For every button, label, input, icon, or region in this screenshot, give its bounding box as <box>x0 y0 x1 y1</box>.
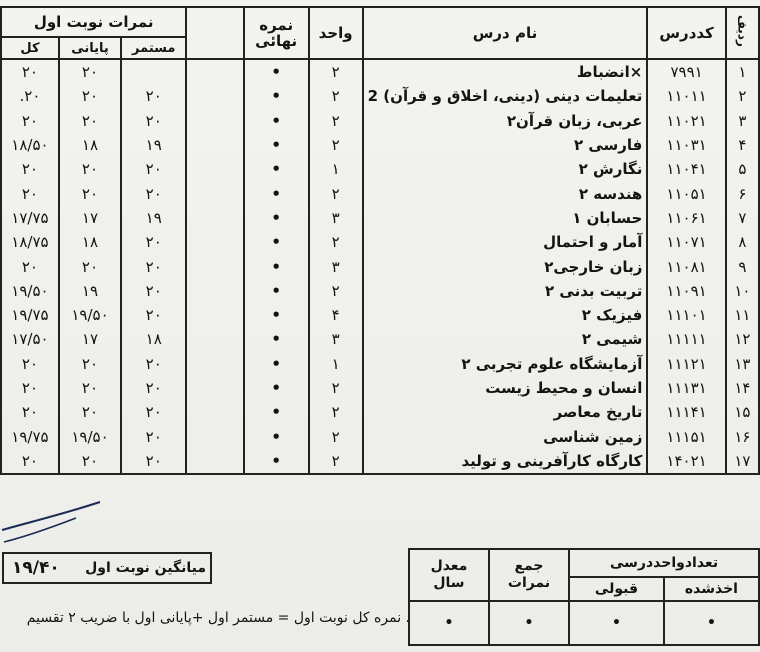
mostamar-grade: ۲۰ <box>121 254 186 278</box>
row-number: ۱۴ <box>726 376 759 400</box>
final-grade: • <box>244 59 309 84</box>
average-label: میانگین نوبت اول <box>85 560 206 576</box>
grades-header-row <box>1 7 759 37</box>
course-name: انسان و محیط زیست <box>363 376 648 400</box>
gap-cell <box>186 157 243 181</box>
pen-stroke-mark <box>0 470 120 550</box>
final-grade: • <box>244 376 309 400</box>
course-unit: ۳ <box>309 254 363 278</box>
row-number: ۹ <box>726 254 759 278</box>
header-term1: نمرات نوبت اول <box>1 7 186 37</box>
final-grade: • <box>244 327 309 351</box>
course-code: ۱۱۰۹۱ <box>647 279 725 303</box>
mostamar-grade <box>121 59 186 84</box>
gap-cell <box>186 376 243 400</box>
course-name: هندسه ۲ <box>363 181 648 205</box>
total-grade: ۲۰ <box>1 181 59 205</box>
payani-grade: ۲۰ <box>59 400 121 424</box>
final-grade: • <box>244 400 309 424</box>
header-payani: پایانی <box>59 37 121 59</box>
payani-grade: ۲۰ <box>59 254 121 278</box>
row-number: ۱ <box>726 59 759 84</box>
course-unit: ۲ <box>309 109 363 133</box>
row-number: ۱۵ <box>726 400 759 424</box>
summary-accepted-header: قبولی <box>569 577 664 601</box>
row-number: ۶ <box>726 181 759 205</box>
row-number: ۸ <box>726 230 759 254</box>
grades-body <box>1 59 759 474</box>
total-grade: ۱۹/۷۵ <box>1 303 59 327</box>
final-grade: • <box>244 206 309 230</box>
header-gap <box>186 7 243 59</box>
summary-taken-value: • <box>664 601 759 645</box>
mostamar-grade: ۱۹ <box>121 206 186 230</box>
course-unit: ۲ <box>309 424 363 448</box>
gap-cell <box>186 133 243 157</box>
grade-row <box>1 206 759 230</box>
grade-row <box>1 279 759 303</box>
course-name: آزمایشگاه علوم تجربی ۲ <box>363 352 648 376</box>
row-number: ۱۰ <box>726 279 759 303</box>
payani-grade: ۲۰ <box>59 376 121 400</box>
course-name: زبان خارجی۲ <box>363 254 648 278</box>
grade-row <box>1 352 759 376</box>
final-grade: • <box>244 181 309 205</box>
header-final-grade: نمره نهائی <box>244 7 309 59</box>
mostamar-grade: ۲۰ <box>121 376 186 400</box>
final-grade: • <box>244 84 309 108</box>
course-unit: ۳ <box>309 327 363 351</box>
mostamar-grade: ۱۹ <box>121 133 186 157</box>
mostamar-grade: ۲۰ <box>121 400 186 424</box>
mostamar-grade: ۲۰ <box>121 84 186 108</box>
mostamar-grade: ۱۸ <box>121 327 186 351</box>
course-code: ۱۱۰۳۱ <box>647 133 725 157</box>
final-grade: • <box>244 109 309 133</box>
gap-cell <box>186 230 243 254</box>
row-number: ۱۳ <box>726 352 759 376</box>
summary-total-value: • <box>489 601 569 645</box>
total-grade: ۱۹/۷۵ <box>1 424 59 448</box>
grade-row <box>1 230 759 254</box>
gap-cell <box>186 109 243 133</box>
total-grade: ۱۹/۵۰ <box>1 279 59 303</box>
final-grade: • <box>244 449 309 474</box>
mostamar-grade: ۲۰ <box>121 181 186 205</box>
payani-grade: ۱۸ <box>59 133 121 157</box>
course-code: ۱۱۱۱۱ <box>647 327 725 351</box>
course-code: ۱۱۱۳۱ <box>647 376 725 400</box>
row-number: ۴ <box>726 133 759 157</box>
payani-grade: ۲۰ <box>59 84 121 108</box>
course-unit: ۲ <box>309 133 363 157</box>
payani-grade: ۱۹ <box>59 279 121 303</box>
course-code: ۷۹۹۱ <box>647 59 725 84</box>
course-name: تعلیمات دینی (دینی، اخلاق و قرآن) 2 <box>363 84 648 108</box>
course-code: ۱۱۰۲۱ <box>647 109 725 133</box>
average-value: ۱۹/۴۰ <box>12 558 60 578</box>
mostamar-grade: ۲۰ <box>121 424 186 448</box>
header-row-number: ردیف <box>726 7 759 59</box>
gap-cell <box>186 279 243 303</box>
payani-grade: ۲۰ <box>59 181 121 205</box>
total-grade: ۲۰. <box>1 84 59 108</box>
payani-grade: ۱۸ <box>59 230 121 254</box>
mostamar-grade: ۲۰ <box>121 230 186 254</box>
payani-grade: ۱۷ <box>59 327 121 351</box>
mostamar-grade: ۲۰ <box>121 157 186 181</box>
course-code: ۱۱۰۴۱ <box>647 157 725 181</box>
gap-cell <box>186 400 243 424</box>
course-unit: ۲ <box>309 181 363 205</box>
total-grade: ۱۷/۷۵ <box>1 206 59 230</box>
course-name: نگارش ۲ <box>363 157 648 181</box>
grade-row <box>1 84 759 108</box>
gap-cell <box>186 59 243 84</box>
mostamar-grade: ۲۰ <box>121 279 186 303</box>
term1-average-box <box>2 552 212 584</box>
course-name: فارسی ۲ <box>363 133 648 157</box>
payani-grade: ۲۰ <box>59 59 121 84</box>
total-grade: ۲۰ <box>1 157 59 181</box>
course-code: ۱۱۰۸۱ <box>647 254 725 278</box>
payani-grade: ۲۰ <box>59 352 121 376</box>
course-code: ۱۱۰۷۱ <box>647 230 725 254</box>
total-grade: ۲۰ <box>1 59 59 84</box>
summary-table <box>408 548 760 646</box>
header-kol: کل <box>1 37 59 59</box>
summary-total-header: جمع نمرات <box>489 549 569 601</box>
gap-cell <box>186 449 243 474</box>
payani-grade: ۱۷ <box>59 206 121 230</box>
course-unit: ۲ <box>309 400 363 424</box>
course-name: ×انضباط <box>363 59 648 84</box>
total-grade: ۲۰ <box>1 400 59 424</box>
row-number: ۱۱ <box>726 303 759 327</box>
course-name: زمین شناسی <box>363 424 648 448</box>
course-name: تربیت بدنی ۲ <box>363 279 648 303</box>
summary-average-header: معدل سال <box>409 549 489 601</box>
formula-note: . نمره کل نوبت اول = مستمر اول +پایانی اول با ضریب ۲ تقسیم <box>26 610 410 626</box>
payani-grade: ۱۹/۵۰ <box>59 303 121 327</box>
final-grade: • <box>244 303 309 327</box>
gap-cell <box>186 327 243 351</box>
gap-cell <box>186 303 243 327</box>
grade-row <box>1 254 759 278</box>
payani-grade: ۲۰ <box>59 157 121 181</box>
grade-row <box>1 424 759 448</box>
total-grade: ۲۰ <box>1 254 59 278</box>
row-number: ۱۷ <box>726 449 759 474</box>
grade-row <box>1 109 759 133</box>
course-code: ۱۱۱۲۱ <box>647 352 725 376</box>
course-name: کارگاه کارآفرینی و تولید <box>363 449 648 474</box>
payani-grade: ۱۹/۵۰ <box>59 424 121 448</box>
course-code: ۱۱۱۰۱ <box>647 303 725 327</box>
total-grade: ۲۰ <box>1 376 59 400</box>
course-name: شیمی ۲ <box>363 327 648 351</box>
row-number: ۵ <box>726 157 759 181</box>
course-name: آمار و احتمال <box>363 230 648 254</box>
total-grade: ۲۰ <box>1 109 59 133</box>
grade-row <box>1 133 759 157</box>
summary-units-header: تعدادواحددرسی <box>569 549 759 577</box>
course-name: تاریخ معاصر <box>363 400 648 424</box>
course-name: عربی، زبان قرآن۲ <box>363 109 648 133</box>
total-grade: ۱۸/۷۵ <box>1 230 59 254</box>
course-unit: ۲ <box>309 376 363 400</box>
header-code: کددرس <box>647 7 725 59</box>
summary-average-value: • <box>409 601 489 645</box>
gap-cell <box>186 84 243 108</box>
gap-cell <box>186 254 243 278</box>
course-code: ۱۱۰۱۱ <box>647 84 725 108</box>
summary-accepted-value: • <box>569 601 664 645</box>
row-number: ۳ <box>726 109 759 133</box>
course-unit: ۲ <box>309 449 363 474</box>
final-grade: • <box>244 352 309 376</box>
grade-row <box>1 181 759 205</box>
course-unit: ۴ <box>309 303 363 327</box>
gap-cell <box>186 352 243 376</box>
row-number: ۱۶ <box>726 424 759 448</box>
payani-grade: ۲۰ <box>59 109 121 133</box>
course-unit: ۱ <box>309 157 363 181</box>
gap-cell <box>186 206 243 230</box>
course-unit: ۲ <box>309 84 363 108</box>
grade-row <box>1 376 759 400</box>
course-code: ۱۱۱۵۱ <box>647 424 725 448</box>
course-name: حسابان ۱ <box>363 206 648 230</box>
course-unit: ۲ <box>309 59 363 84</box>
course-unit: ۲ <box>309 279 363 303</box>
course-unit: ۳ <box>309 206 363 230</box>
gap-cell <box>186 181 243 205</box>
grade-row <box>1 327 759 351</box>
grades-table <box>0 6 760 475</box>
row-number: ۲ <box>726 84 759 108</box>
final-grade: • <box>244 157 309 181</box>
mostamar-grade: ۲۰ <box>121 303 186 327</box>
row-number: ۷ <box>726 206 759 230</box>
mostamar-grade: ۲۰ <box>121 352 186 376</box>
final-grade: • <box>244 279 309 303</box>
final-grade: • <box>244 254 309 278</box>
mostamar-grade: ۲۰ <box>121 449 186 474</box>
final-grade: • <box>244 133 309 157</box>
course-code: ۱۴۰۲۱ <box>647 449 725 474</box>
final-grade: • <box>244 424 309 448</box>
summary-taken-header: اخذشده <box>664 577 759 601</box>
course-unit: ۲ <box>309 230 363 254</box>
grade-row <box>1 303 759 327</box>
mostamar-grade: ۲۰ <box>121 109 186 133</box>
course-unit: ۱ <box>309 352 363 376</box>
total-grade: ۲۰ <box>1 352 59 376</box>
row-number: ۱۲ <box>726 327 759 351</box>
grade-row <box>1 400 759 424</box>
header-mostamar: مستمر <box>121 37 186 59</box>
course-name: فیزیک ۲ <box>363 303 648 327</box>
gap-cell <box>186 424 243 448</box>
grade-row <box>1 59 759 84</box>
final-grade: • <box>244 230 309 254</box>
total-grade: ۱۸/۵۰ <box>1 133 59 157</box>
header-unit: واحد <box>309 7 363 59</box>
course-code: ۱۱۰۶۱ <box>647 206 725 230</box>
header-course-name: نام درس <box>363 7 648 59</box>
course-code: ۱۱۱۴۱ <box>647 400 725 424</box>
grade-row <box>1 157 759 181</box>
total-grade: ۱۷/۵۰ <box>1 327 59 351</box>
total-grade: ۲۰ <box>1 449 59 474</box>
payani-grade: ۲۰ <box>59 449 121 474</box>
course-code: ۱۱۰۵۱ <box>647 181 725 205</box>
